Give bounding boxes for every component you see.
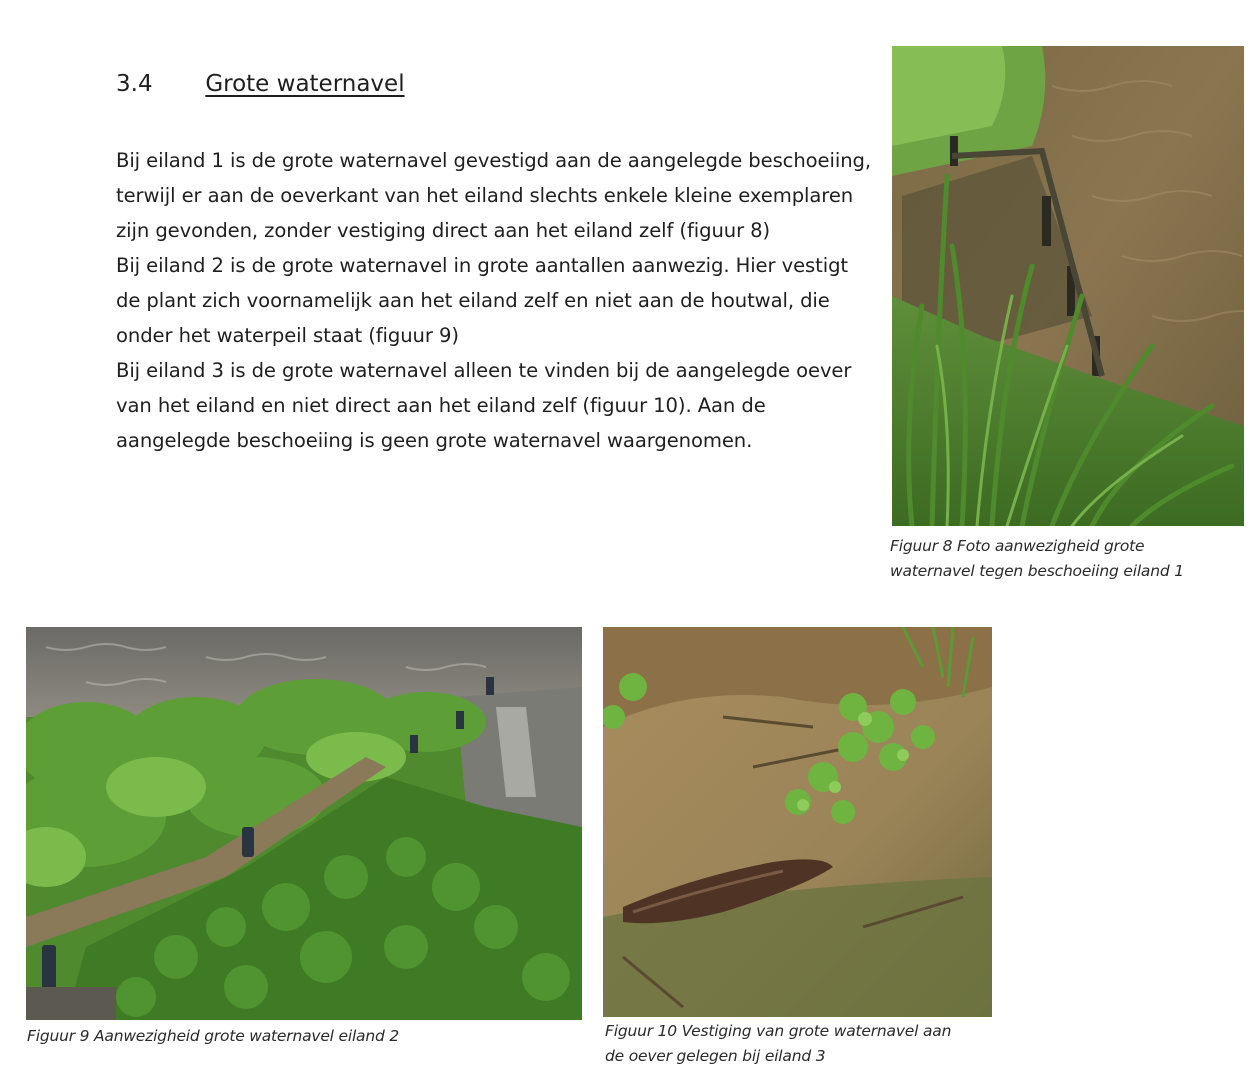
figure-10-photo: [603, 627, 992, 1017]
paragraph-eiland-2: Bij eiland 2 is de grote waternavel in grote aantallen aanwezig. Hier vestigt de plant zich voornamelijk aan het eiland zelf en niet aan de houtwal, die onder het waterpeil staat (figuur 9): [116, 254, 849, 347]
section-heading: [116, 68, 405, 100]
figure-8-photo: [892, 46, 1244, 526]
figure-9-photo: [26, 627, 582, 1020]
section-title: Grote waternavel: [205, 71, 405, 97]
figure-10-caption: [605, 1019, 1005, 1069]
section-number: 3.4: [116, 71, 153, 97]
figure-10-caption-line1: Figuur 10 Vestiging van grote waternavel aan: [605, 1022, 952, 1040]
paragraph-eiland-1: Bij eiland 1 is de grote waternavel gevestigd aan de aangelegde beschoeiing, terwijl er aan de oeverkant van het eiland slechts enkele kleine exemplaren zijn gevonden, zonder vestiging direct aan het eiland zelf (figuur 8): [116, 149, 871, 242]
paragraph-eiland-3: Bij eiland 3 is de grote waternavel alleen te vinden bij de aangelegde oever van het eiland en niet direct aan het eiland zelf (figuur 10). Aan de aangelegde beschoeiing is geen grote waternavel waargenomen.: [116, 359, 852, 452]
figure-8-caption-line2: waternavel tegen beschoeiing eiland 1: [890, 562, 1184, 580]
figure-8-caption: [890, 534, 1250, 584]
body-text: [116, 143, 876, 458]
figure-8-caption-line1: Figuur 8 Foto aanwezigheid grote: [890, 537, 1145, 555]
figure-10-caption-line2: de oever gelegen bij eiland 3: [605, 1047, 826, 1065]
figure-9-caption: Figuur 9 Aanwezigheid grote waternavel eiland 2: [27, 1027, 400, 1045]
